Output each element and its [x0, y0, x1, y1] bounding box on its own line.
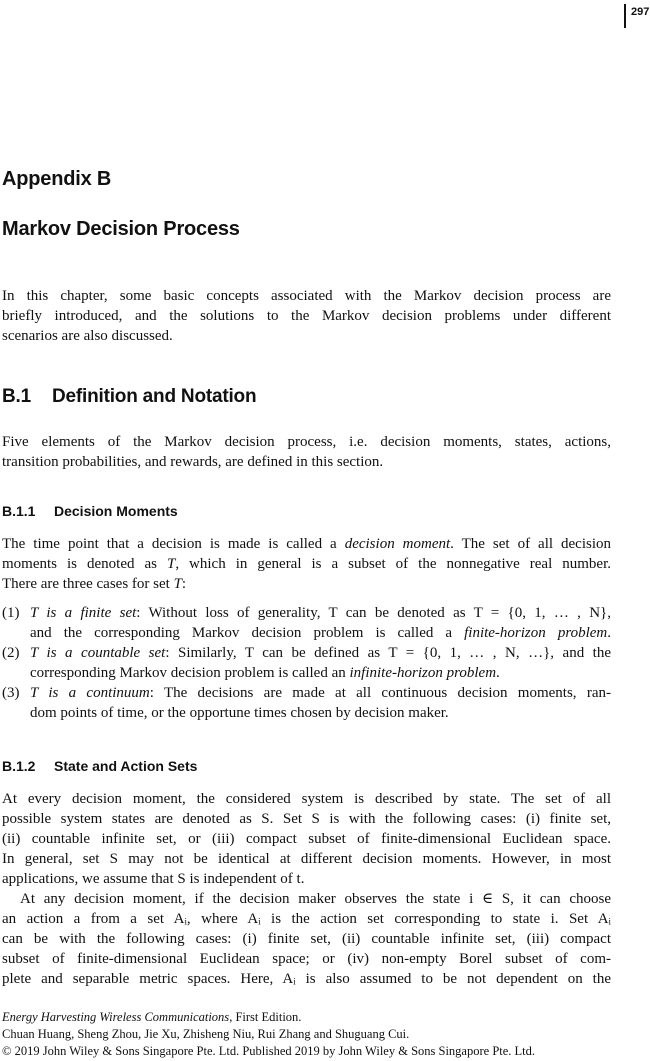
case-marker: (3) — [2, 685, 20, 701]
subsection-title: Decision Moments — [54, 503, 178, 519]
section-title: Definition and Notation — [52, 386, 257, 407]
state-action-paragraph — [2, 789, 611, 989]
case-item-countable — [2, 643, 611, 683]
paragraph-line: subset of finite-dimensional Euclidean space; or (iv) non-empty Borel subset of com- — [2, 951, 611, 967]
footer-copyright: © 2019 John Wiley & Sons Singapore Pte. Ltd. Published 2019 by John Wiley & Sons Singapore Pte. Ltd. — [2, 1044, 536, 1058]
case-line: dom points of time, or the opportune times chosen by decision maker. — [30, 705, 449, 721]
paragraph-line: The time point that a decision is made is called a decision moment. The set of all decision — [2, 536, 612, 552]
footer-book-line: Energy Harvesting Wireless Communications, First Edition. — [2, 1010, 302, 1024]
book-title: Energy Harvesting Wireless Communications — [2, 1010, 230, 1024]
subsection-heading-decision-moments — [2, 503, 611, 519]
case-line: T is a countable set: Similarly, T can be defined as T = {0, 1, … , N, …}, and the — [30, 645, 612, 661]
intro-line: briefly introduced, and the solutions to the Markov decision problems under different — [2, 308, 611, 324]
case-line: T is a continuum: The decisions are made at all continuous decision moments, ran- — [30, 685, 611, 701]
case-line: and the corresponding Markov decision problem is called a finite-horizon problem. — [30, 625, 612, 641]
intro-line: scenarios are also discussed. — [2, 328, 173, 344]
section-number: B.1 — [2, 386, 31, 407]
paragraph-line: can be with the following cases: (i) finite set, (ii) countable infinite set, (iii) compact — [2, 931, 611, 947]
chapter-title: Markov Decision Process — [2, 218, 240, 240]
case-item-continuum — [2, 683, 611, 723]
subsection-title: State and Action Sets — [54, 758, 198, 774]
intro-line: In this chapter, some basic concepts associated with the Markov decision process are — [2, 288, 611, 304]
case-line: T is a finite set: Without loss of generality, T can be denoted as T = {0, 1, … , N}, — [30, 605, 611, 621]
term-decision-moment: decision moment — [344, 536, 451, 552]
section-intro-line: Five elements of the Markov decision process, i.e. decision moments, states, actions, — [2, 434, 611, 450]
subsection-number: B.1.1 — [2, 503, 36, 519]
case-item-finite — [2, 603, 611, 643]
section-heading — [2, 386, 611, 408]
appendix-label: Appendix B — [2, 168, 112, 190]
paragraph-line: At any decision moment, if the decision maker observes the state i ∈ S, it can choose — [20, 891, 611, 907]
paragraph-line: At every decision moment, the considered system is described by state. The set of all — [2, 791, 611, 807]
section-intro-line: transition probabilities, and rewards, are defined in this section. — [2, 454, 384, 470]
paragraph-line: possible system states are denoted as S. Set S is with the following cases: (i) finite set, — [2, 811, 611, 827]
intro-paragraph — [2, 286, 611, 346]
paragraph-line: moments is denoted as T, which in general is a subset of the nonnegative real number. — [2, 556, 611, 572]
paragraph-line: plete and separable metric spaces. Here, Aᵢ is also assumed to be not dependent on the — [2, 971, 611, 987]
paragraph-line: an action a from a set Aᵢ, where Aᵢ is the action set corresponding to state i. Set Aᵢ — [2, 911, 611, 927]
subsection-heading-state-action — [2, 758, 611, 774]
subsection-number: B.1.2 — [2, 758, 36, 774]
paragraph-line: applications, we assume that S is independent of t. — [2, 871, 305, 887]
paragraph-line: There are three cases for set T: — [2, 576, 187, 592]
case-line: corresponding Markov decision problem is called an infinite-horizon problem. — [30, 665, 500, 681]
paragraph-line: In general, set S may not be identical at different decision moments. However, in most — [2, 851, 611, 867]
case-marker: (2) — [2, 645, 20, 661]
footer-authors: Chuan Huang, Sheng Zhou, Jie Xu, Zhisheng Niu, Rui Zhang and Shuguang Cui. — [2, 1027, 410, 1041]
decision-moments-paragraph — [2, 534, 611, 594]
case-marker: (1) — [2, 605, 20, 621]
page-number: 297 — [624, 4, 649, 28]
footer — [2, 1009, 642, 1060]
paragraph-line: (ii) countable infinite set, or (iii) compact subset of finite-dimensional Euclidean space. — [2, 831, 611, 847]
section-intro-paragraph — [2, 432, 611, 472]
cases-list — [2, 603, 611, 723]
